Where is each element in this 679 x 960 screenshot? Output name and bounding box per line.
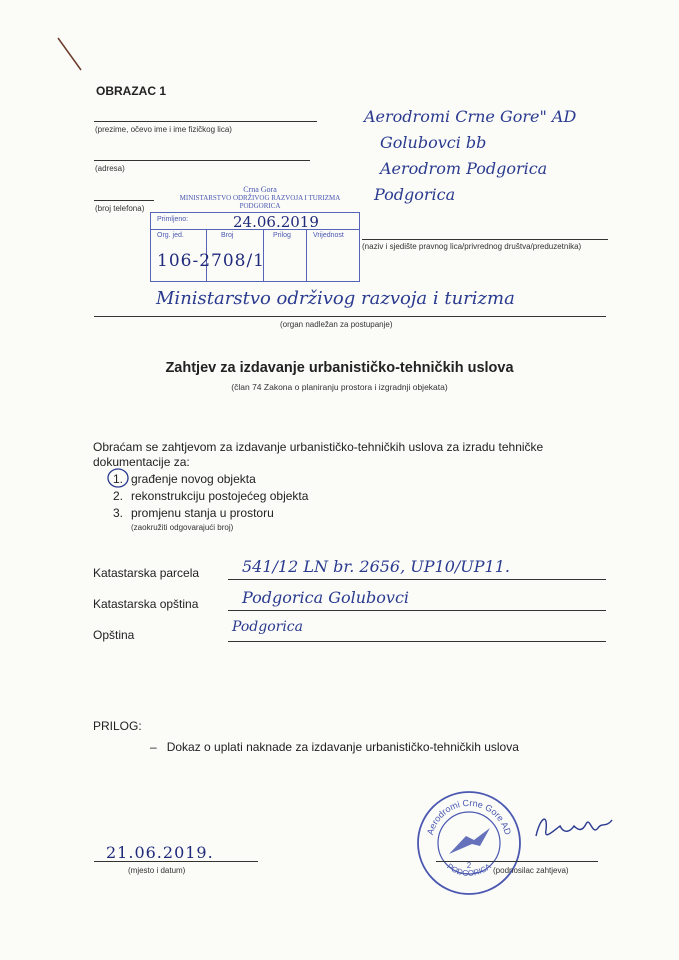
airplane-icon xyxy=(449,828,490,854)
cadastral-municipality-value: Podgorica Golubovci xyxy=(242,588,410,607)
stamp-ministry: MINISTARSTVO ODRŽIVOG RAZVOJA I TURIZMA xyxy=(179,194,341,202)
option-3 xyxy=(113,506,274,520)
municipality-line xyxy=(228,641,606,642)
place-date-caption: (mjesto i datum) xyxy=(128,866,186,875)
attachment-label: PRILOG: xyxy=(93,719,142,733)
option-3-text: promjenu stanja u prostoru xyxy=(131,506,274,520)
stamp-city: PODGORICA xyxy=(239,202,281,210)
stamp-country: Crna Gora xyxy=(243,185,277,194)
organ-handwriting: Ministarstvo održivog razvoja i turizma xyxy=(156,288,515,309)
page-subtitle: (član 74 Zakona o planiranju prostora i izgradnji objekata) xyxy=(231,382,448,392)
organ-caption: (organ nadležan za postupanje) xyxy=(280,320,393,329)
page-title: Zahtjev za izdavanje urbanističko-tehničkih uslova xyxy=(165,360,514,376)
option-2 xyxy=(113,489,308,503)
stamp-col-attachment: Prilog xyxy=(273,232,291,239)
round-stamp-top-text: Aerodromi Crne Gore AD xyxy=(424,797,514,836)
name-caption: (prezime, očevo ime i ime fizičkog lica) xyxy=(95,125,232,134)
municipality-label: Opština xyxy=(93,628,135,642)
phone-line xyxy=(94,200,154,201)
corner-pen-mark xyxy=(55,35,85,75)
company-line-1: Aerodromi Crne Gore" AD xyxy=(364,107,577,126)
attachment-item xyxy=(150,740,519,754)
applicant-line xyxy=(436,861,598,862)
attachment-item-text: Dokaz o uplati naknade za izdavanje urbanističko-tehničkih uslova xyxy=(166,740,519,754)
date-handwriting: 21.06.2019. xyxy=(106,843,214,862)
option-1-text: građenje novog objekta xyxy=(131,472,256,486)
applicant-caption: (podnosilac zahtjeva) xyxy=(493,866,569,875)
intro-line-2: dokumentacije za: xyxy=(93,455,190,469)
company-line-3: Aerodrom Podgorica xyxy=(380,159,548,178)
form-code: OBRAZAC 1 xyxy=(96,84,167,98)
option-2-text: rekonstrukciju postojećeg objekta xyxy=(131,489,309,503)
registry-stamp-header xyxy=(150,185,370,210)
intro-line-1: Obraćam se zahtjevom za izdavanje urbanističko-tehničkih uslova za izradu tehničke xyxy=(93,440,544,454)
legal-entity-caption: (naziv i sjedište pravnog lica/privrednog društva/preduzetnika) xyxy=(362,242,582,251)
address-caption: (adresa) xyxy=(95,164,125,173)
option-1 xyxy=(113,472,256,486)
company-handwriting xyxy=(364,104,576,208)
attachment-dash: – xyxy=(150,740,167,754)
option-1-circle-mark xyxy=(106,467,132,489)
name-line xyxy=(94,121,317,122)
cadastral-municipality-label: Katastarska opština xyxy=(93,597,199,611)
phone-caption: (broj telefona) xyxy=(95,204,145,213)
organ-line xyxy=(94,316,606,317)
round-stamp-center: 2 xyxy=(466,861,472,870)
company-line xyxy=(362,239,608,240)
stamp-received-label: Primljeno: xyxy=(157,216,189,223)
stamp-received-date: 24.06.2019 xyxy=(233,213,319,231)
applicant-signature xyxy=(530,806,620,846)
company-round-stamp xyxy=(414,788,524,898)
municipality-value: Podgorica xyxy=(232,619,303,635)
parcel-value: 541/12 LN br. 2656, UP10/UP11. xyxy=(242,557,510,576)
stamp-col-org: Org. jed. xyxy=(157,232,184,239)
cadastral-municipality-line xyxy=(228,610,606,611)
circle-hint: (zaokružiti odgovarajući broj) xyxy=(131,523,234,532)
stamp-divider-3 xyxy=(306,229,307,281)
registry-stamp xyxy=(150,212,360,282)
address-line xyxy=(94,160,310,161)
round-stamp-bottom-text: PODGORICA xyxy=(445,861,493,878)
parcel-label: Katastarska parcela xyxy=(93,566,200,580)
company-line-2: Golubovci bb xyxy=(380,133,487,152)
parcel-line xyxy=(228,579,606,580)
company-line-4: Podgorica xyxy=(374,185,456,204)
option-2-number: 2. xyxy=(113,489,124,503)
date-line xyxy=(94,861,258,862)
stamp-col-value: Vrijednost xyxy=(313,232,344,239)
stamp-registry-number: 106-2708/1 xyxy=(157,251,265,271)
option-1-number: 1. xyxy=(113,472,124,486)
stamp-col-number: Broj xyxy=(221,232,234,239)
stamp-row-divider xyxy=(151,229,359,230)
option-3-number: 3. xyxy=(113,506,124,520)
